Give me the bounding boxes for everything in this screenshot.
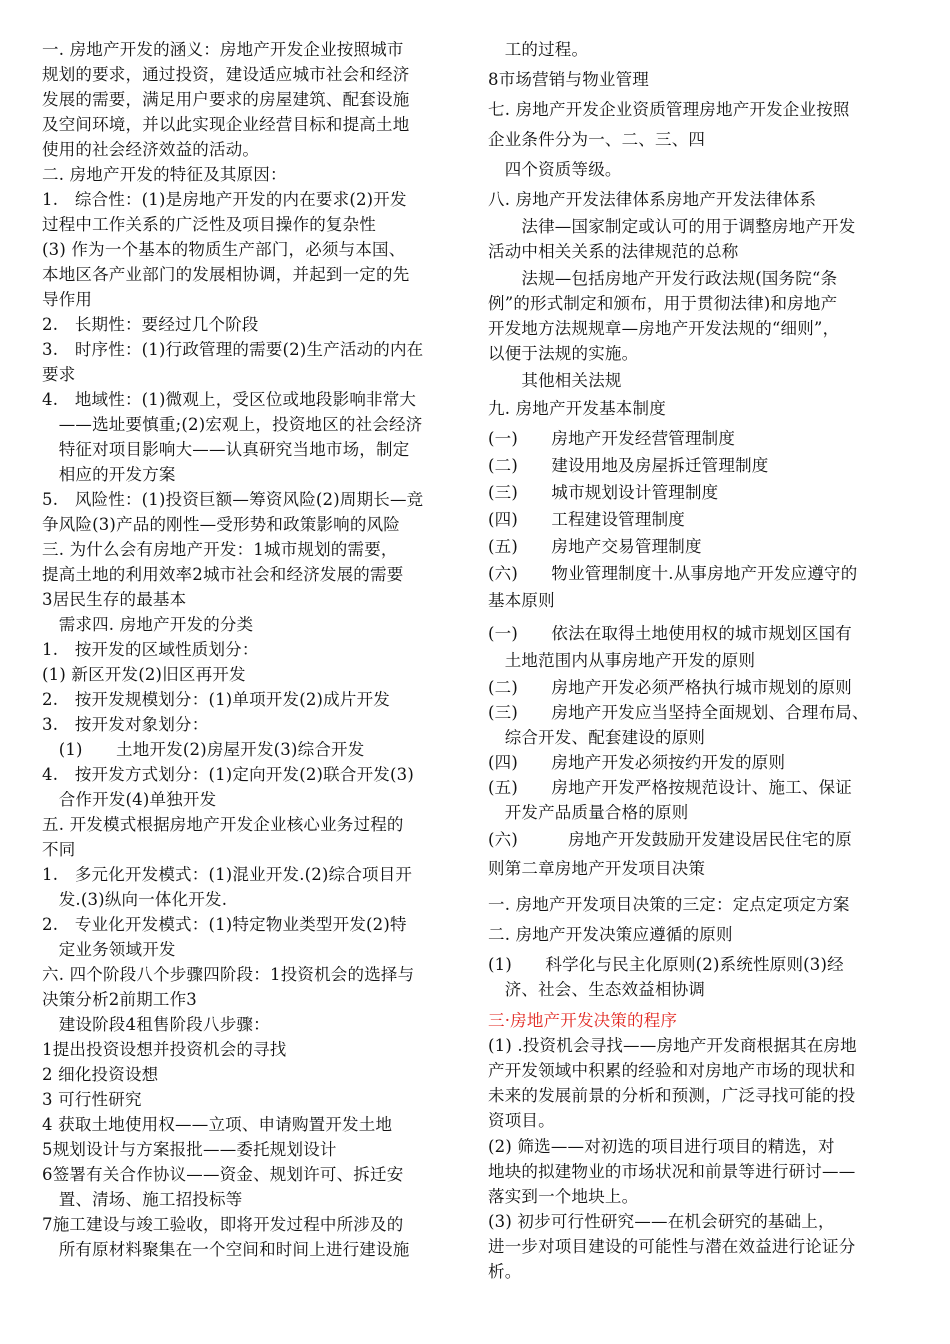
- left-text-line: ——选址要慎重;(2)宏观上，投资地区的社会经济: [42, 415, 423, 434]
- right-text-line: 资项目。: [488, 1111, 555, 1130]
- right-text-line: 未来的发展前景的分析和预测，广泛寻找可能的投: [488, 1086, 856, 1105]
- left-text-line: 3. 时序性：(1)行政管理的需要(2)生产活动的内在: [42, 340, 424, 359]
- right-text-line: 二. 房地产开发决策应遵循的原则: [488, 925, 733, 944]
- right-text-line: (一) 依法在取得土地使用权的城市规划区国有: [488, 624, 852, 643]
- right-text-line: 济、社会、生态效益相协调: [488, 980, 706, 999]
- left-text-line: 发.(3)纵向一体化开发.: [42, 890, 228, 909]
- right-text-line: 8市场营销与物业管理: [488, 70, 649, 89]
- left-text-line: 定业务领域开发: [42, 940, 176, 959]
- left-text-line: 2. 按开发规模划分：(1)单项开发(2)成片开发: [42, 690, 390, 709]
- right-text-line: 地块的拟建物业的市场状况和前景等进行研讨——: [488, 1162, 856, 1181]
- right-text-line: 法律—国家制定或认可的用于调整房地产开发: [488, 217, 856, 236]
- left-text-line: 3. 按开发对象划分：: [42, 715, 209, 734]
- left-text-line: 置、清场、施工招投标等: [42, 1190, 243, 1209]
- left-text-line: 1. 多元化开发模式：(1)混业开发.(2)综合项目开: [42, 865, 413, 884]
- section-heading-decision-procedure: 三·房地产开发决策的程序: [488, 1011, 678, 1030]
- left-text-line: 规划的要求，通过投资，建设适应城市社会和经济: [42, 65, 410, 84]
- right-text-line: 综合开发、配套建设的原则: [488, 728, 706, 747]
- left-text-line: 7施工建设与竣工验收，即将开发过程中所涉及的: [42, 1215, 404, 1234]
- left-text-line: 4. 按开发方式划分：(1)定向开发(2)联合开发(3): [42, 765, 414, 784]
- right-text-line: 活动中相关关系的法律规范的总称: [488, 242, 739, 261]
- left-text-line: 4 获取土地使用权——立项、申请购置开发土地: [42, 1115, 393, 1134]
- left-text-line: 使用的社会经济效益的活动。: [42, 140, 260, 159]
- right-text-line: 以便于法规的实施。: [488, 344, 639, 363]
- left-text-line: 六. 四个阶段八个步骤四阶段：1投资机会的选择与: [42, 965, 415, 984]
- left-text-line: 过程中工作关系的广泛性及项目操作的复杂性: [42, 215, 376, 234]
- right-text-line: (六) 房地产开发鼓励开发建设居民住宅的原: [488, 830, 852, 849]
- right-text-line: (二) 建设用地及房屋拆迁管理制度: [488, 456, 769, 475]
- left-text-line: 1. 综合性：(1)是房地产开发的内在要求(2)开发: [42, 190, 407, 209]
- left-text-line: 2 细化投资设想: [42, 1065, 159, 1084]
- right-text-line: 法规—包括房地产开发行政法规(国务院“条: [488, 269, 838, 288]
- right-text-line: 工的过程。: [488, 40, 589, 59]
- right-text-line: 进一步对项目建设的可能性与潜在效益进行论证分: [488, 1237, 856, 1256]
- left-text-line: 争风险(3)产品的刚性—受形势和政策影响的风险: [42, 515, 400, 534]
- left-text-line: 二. 房地产开发的特征及其原因：: [42, 165, 287, 184]
- right-text-line: (六) 物业管理制度十.从事房地产开发应遵守的: [488, 564, 858, 583]
- left-text-line: 特征对项目影响大——认真研究当地市场，制定: [42, 440, 410, 459]
- right-text-line: 土地范围内从事房地产开发的原则: [488, 651, 756, 670]
- left-text-line: 决策分析2前期工作3: [42, 990, 197, 1009]
- left-text-line: 本地区各产业部门的发展相协调，并起到一定的先: [42, 265, 410, 284]
- right-text-line: 开发地方法规规章—房地产开发法规的“细则”，: [488, 319, 840, 338]
- right-text-line: 析。: [488, 1262, 522, 1281]
- right-text-line: (1) .投资机会寻找——房地产开发商根据其在房地: [488, 1036, 857, 1055]
- right-text-line: 七. 房地产开发企业资质管理房地产开发企业按照: [488, 100, 850, 119]
- left-text-line: 及空间环境，并以此实现企业经营目标和提高土地: [42, 115, 410, 134]
- left-text-line: 相应的开发方案: [42, 465, 176, 484]
- left-text-line: 五. 开发模式根据房地产开发企业核心业务过程的: [42, 815, 404, 834]
- left-text-line: 提高土地的利用效率2城市社会和经济发展的需要: [42, 565, 404, 584]
- right-text-line: 则第二章房地产开发项目决策: [488, 859, 706, 878]
- left-text-line: 5规划设计与方案报批——委托规划设计: [42, 1140, 337, 1159]
- left-text-line: 不同: [42, 840, 76, 859]
- right-text-line: 开发产品质量合格的原则: [488, 803, 689, 822]
- right-text-line: (2) 筛选——对初选的项目进行项目的精选，对: [488, 1137, 835, 1156]
- left-text-line: 发展的需要，满足用户要求的房屋建筑、配套设施: [42, 90, 410, 109]
- right-text-line: (三) 城市规划设计管理制度: [488, 483, 719, 502]
- left-text-line: 3居民生存的最基本: [42, 590, 187, 609]
- right-text-line: (五) 房地产开发严格按规范设计、施工、保证: [488, 778, 852, 797]
- right-text-line: 其他相关法规: [488, 371, 622, 390]
- left-text-line: 4. 地域性：(1)微观上，受区位或地段影响非常大: [42, 390, 417, 409]
- left-text-line: 三. 为什么会有房地产开发：1城市规划的需要，: [42, 540, 398, 559]
- right-text-line: (五) 房地产交易管理制度: [488, 537, 702, 556]
- left-text-line: (1) 土地开发(2)房屋开发(3)综合开发: [42, 740, 365, 759]
- left-text-line: 需求四. 房地产开发的分类: [42, 615, 254, 634]
- right-text-line: 企业条件分为一、二、三、四: [488, 130, 706, 149]
- left-text-line: 1提出投资设想并投资机会的寻找: [42, 1040, 287, 1059]
- left-text-line: 3 可行性研究: [42, 1090, 142, 1109]
- right-text-line: (3) 初步可行性研究——在机会研究的基础上，: [488, 1212, 835, 1231]
- left-text-line: (3) 作为一个基本的物质生产部门，必须与本国、: [42, 240, 406, 259]
- right-text-line: (二) 房地产开发必须严格执行城市规划的原则: [488, 678, 852, 697]
- left-text-line: (1) 新区开发(2)旧区再开发: [42, 665, 246, 684]
- right-text-line: 九. 房地产开发基本制度: [488, 399, 666, 418]
- right-text-line: 八. 房地产开发法律体系房地产开发法律体系: [488, 190, 817, 209]
- left-text-line: 1. 按开发的区域性质划分：: [42, 640, 259, 659]
- left-text-line: 导作用: [42, 290, 93, 309]
- right-text-line: 基本原则: [488, 591, 555, 610]
- right-text-line: 产开发领域中积累的经验和对房地产市场的现状和: [488, 1061, 856, 1080]
- left-text-line: 要求: [42, 365, 76, 384]
- right-text-line: (三) 房地产开发应当坚持全面规划、合理布局、: [488, 703, 869, 722]
- left-text-line: 所有原材料聚集在一个空间和时间上进行建设施: [42, 1240, 410, 1259]
- left-text-line: 合作开发(4)单独开发: [42, 790, 217, 809]
- right-text-line: (四) 工程建设管理制度: [488, 510, 685, 529]
- right-text-line: (1) 科学化与民主化原则(2)系统性原则(3)经: [488, 955, 844, 974]
- right-text-line: 一. 房地产开发项目决策的三定：定点定项定方案: [488, 895, 850, 914]
- right-text-line: 例”的形式制定和颁布，用于贯彻法律)和房地产: [488, 294, 838, 313]
- left-text-line: 2. 长期性：要经过几个阶段: [42, 315, 259, 334]
- right-text-line: (一) 房地产开发经营管理制度: [488, 429, 736, 448]
- right-text-line: (四) 房地产开发必须按约开发的原则: [488, 753, 786, 772]
- left-text-line: 5. 风险性：(1)投资巨额—筹资风险(2)周期长—竞: [42, 490, 424, 509]
- left-text-line: 一. 房地产开发的涵义：房地产开发企业按照城市: [42, 40, 404, 59]
- left-text-line: 6签署有关合作协议——资金、规划许可、拆迁安: [42, 1165, 404, 1184]
- right-text-line: 四个资质等级。: [488, 160, 622, 179]
- left-text-line: 2. 专业化开发模式：(1)特定物业类型开发(2)特: [42, 915, 407, 934]
- left-text-line: 建设阶段4租售阶段八步骤：: [42, 1015, 270, 1034]
- right-text-line: 落实到一个地块上。: [488, 1187, 639, 1206]
